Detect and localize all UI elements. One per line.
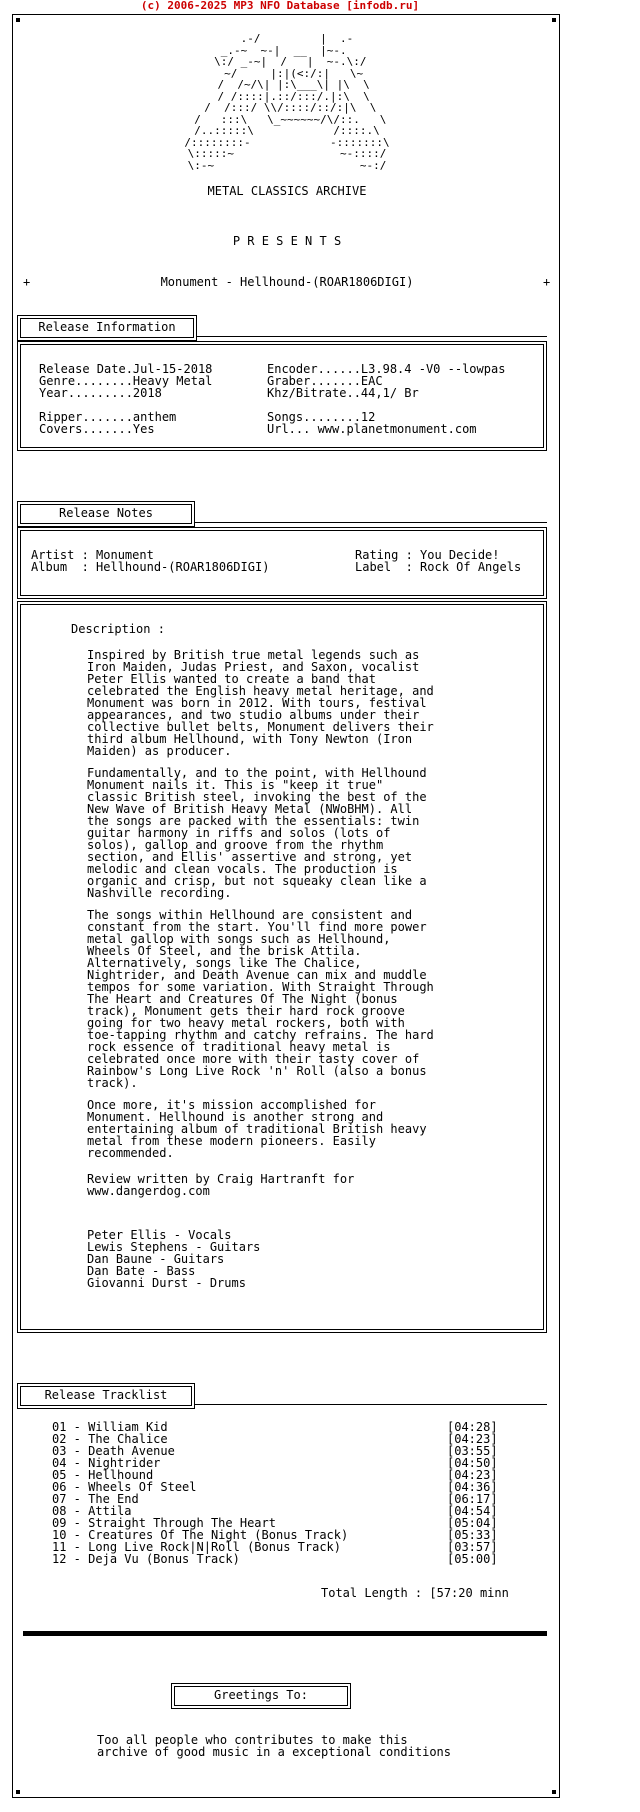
track-duration: [04:50] [447, 1456, 498, 1470]
release-title: Monument - Hellhound-(ROAR1806DIGI) [160, 275, 414, 289]
release-notes-tab [17, 501, 195, 527]
review-paragraph: Once more, it's mission accomplished for Monument. Hellhound is another strong and entertaining album of traditional British heavy metal from these modern pioneers. Easily recommended. [87, 1098, 427, 1160]
band-lineup: Peter Ellis - Vocals Lewis Stephens - Guitars Dan Baune - Guitars Dan Bate - Bass Giovanni Durst - Drums [87, 1228, 261, 1290]
track-title: 09 - Straight Through The Heart [52, 1516, 276, 1530]
tracklist-label: Release Tracklist [20, 1386, 192, 1406]
release-info-right: Encoder......L3.98.4 -V0 --lowpas Graber.......EAC Khz/Bitrate..44,1/ Br Songs........12 Url... www.planetmonument.com [267, 362, 506, 436]
track-title: 11 - Long Live Rock|N|Roll (Bonus Track) [52, 1540, 342, 1554]
total-length: Total Length : [57:20 minn [321, 1586, 509, 1600]
track-title: 07 - The End [52, 1492, 139, 1506]
track-title: 12 - Deja Vu (Bonus Track) [52, 1552, 240, 1566]
ascii-logo: .-/ | .- _.-~ ~-| __ |~-. \:/ _-~| / | ~-.\:/ ~/ |:|(<:/:| \~ / /~/\| |:\___\| |\ \ / /::::|.::/:::/.|:\ \ / /:::/ \\/::::/::/:|\ \ / :::\ \_~~~~~~/\/::. \ /..:::::\ /::::.\ /::::::::- -:::::::\ \:::::~ ~-::::/ \:-~ ~-:/ [184, 32, 390, 172]
review-paragraph: Inspired by British true metal legends such as Iron Maiden, Judas Priest, and Saxon, vocalist Peter Ellis wanted to create a band that celebrated the English heavy metal heritage, and Monument was born in 2012. With tours, festival appearances, and two studio albums under their collective bullet belts, Monument delivers their third album Hellhound, with Tony Newton (Iron Maiden) as producer. [87, 648, 434, 758]
track-duration: [04:23] [447, 1468, 498, 1482]
track-duration: [05:00] [447, 1552, 498, 1566]
corner-mark [552, 18, 556, 22]
corner-mark [552, 1790, 556, 1794]
track-title: 10 - Creatures Of The Night (Bonus Track) [52, 1528, 349, 1542]
greetings-text: Too all people who contributes to make this archive of good music in a exceptional conditions [97, 1733, 452, 1759]
release-info-tab [17, 315, 197, 341]
track-duration: [03:57] [447, 1540, 498, 1554]
plus-marker: + [543, 275, 551, 289]
track-duration: [04:28] [447, 1420, 498, 1434]
track-duration: [06:17] [447, 1492, 498, 1506]
release-info-label: Release Information [20, 318, 194, 338]
album-line: Album : Hellhound-(ROAR1806DIGI) [31, 560, 270, 574]
track-title: 04 - Nightrider [52, 1456, 161, 1470]
label-line: Label : Rock Of Angels [355, 560, 522, 574]
description-heading: Description : [71, 622, 165, 636]
divider [195, 1404, 547, 1405]
track-title: 01 - William Kid [52, 1420, 168, 1434]
track-title: 02 - The Chalice [52, 1432, 168, 1446]
track-title: 03 - Death Avenue [52, 1444, 175, 1458]
review-paragraph: The songs within Hellhound are consistent and constant from the start. You'll find more power metal gallop with songs such as Hellhound, Wheels Of Steel, and the brisk Attila. Alternatively, songs like The Chalice, Nightrider, and Death Avenue can mix and muddle tempos for some variation. With Straight Through The Heart and Creatures Of The Night (bonus track), Monument gets their hard rock groove going for two heavy metal rockers, both with toe-tapping rhythm and catchy refrains. The hard rock essence of traditional heavy metal is celebrated once more with their tasty cover of Rainbow's Long Live Rock 'n' Roll (also a bonus track). [87, 908, 434, 1090]
review-credit: Review written by Craig Hartranft for www.dangerdog.com [87, 1172, 355, 1198]
corner-mark [16, 1790, 20, 1794]
thick-divider [23, 1631, 547, 1636]
greetings-box [171, 1683, 351, 1709]
plus-marker: + [23, 275, 31, 289]
rating-line: Rating : You Decide! [355, 548, 500, 562]
track-duration: [04:54] [447, 1504, 498, 1518]
track-duration: [04:23] [447, 1432, 498, 1446]
greetings-label: Greetings To: [174, 1686, 348, 1706]
tracklist-tab [17, 1383, 195, 1409]
page-title: (c) 2006-2025 MP3 NFO Database [infodb.ru] [140, 0, 420, 12]
logo-caption: METAL CLASSICS ARCHIVE [207, 184, 367, 198]
release-info-left: Release Date.Jul-15-2018 Genre........Heavy Metal Year.........2018 Ripper.......anthem Covers.......Yes [39, 362, 213, 436]
track-duration: [03:55] [447, 1444, 498, 1458]
artist-album-panel [17, 527, 547, 599]
track-duration: [05:33] [447, 1528, 498, 1542]
track-duration: [04:36] [447, 1480, 498, 1494]
description-panel [17, 601, 547, 1333]
track-row [17, 1553, 547, 1565]
track-title: 08 - Attila [52, 1504, 132, 1518]
track-title: 05 - Hellhound [52, 1468, 154, 1482]
nfo-frame [12, 14, 560, 1798]
release-info-panel [17, 341, 547, 451]
corner-mark [16, 18, 20, 22]
track-title: 06 - Wheels Of Steel [52, 1480, 197, 1494]
divider [197, 336, 547, 337]
presents-heading: P R E S E N T S [232, 234, 342, 248]
review-paragraph: Fundamentally, and to the point, with Hellhound Monument nails it. This is "keep it true" classic British steel, invoking the best of the New Wave of British Heavy Metal (NWoBHM). All the songs are packed with the essentials: twin guitar harmony in riffs and solos (lots of solos), gallop and groove from the rhythm section, and Ellis' assertive and strong, yet melodic and clean vocals. The production is organic and crisp, but not squeaky clean like a Nashville recording. [87, 766, 427, 900]
release-notes-label: Release Notes [20, 504, 192, 524]
artist-line: Artist : Monument [31, 548, 154, 562]
divider [195, 522, 547, 523]
track-duration: [05:04] [447, 1516, 498, 1530]
